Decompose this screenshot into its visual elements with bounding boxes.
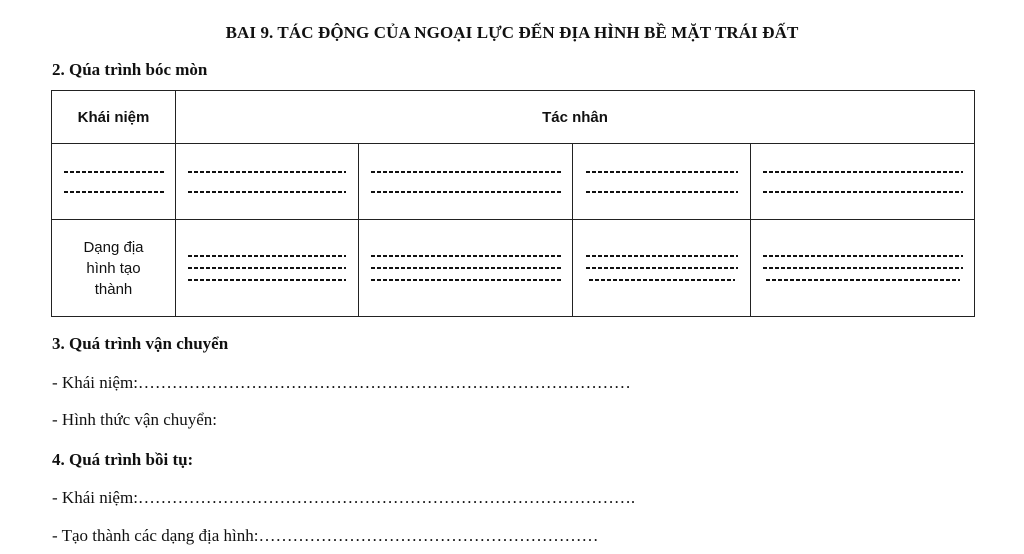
- landform-blank-cell-4[interactable]: [751, 220, 975, 317]
- landform-blank-cell-1[interactable]: [176, 220, 359, 317]
- landform-blank-cell-2[interactable]: [359, 220, 573, 317]
- fill-in-blank[interactable]: [64, 171, 164, 173]
- agent-blank-cell-2[interactable]: [359, 144, 573, 220]
- header-agents: Tác nhân: [176, 91, 975, 144]
- fill-in-blank[interactable]: [763, 267, 963, 269]
- fill-in-blank[interactable]: [586, 255, 738, 257]
- section-3-form-line: - Hình thức vận chuyển:: [52, 410, 218, 429]
- section-4-landform-line: - Tạo thành các dạng địa hình:……………………………………………………: [52, 526, 599, 545]
- row-label-landform: [52, 220, 176, 317]
- agent-blank-cell-3[interactable]: [573, 144, 751, 220]
- landform-blank-cell-3[interactable]: [573, 220, 751, 317]
- erosion-table: [51, 90, 975, 317]
- row-label-text: Dạng địa hình tạo thành: [83, 238, 144, 298]
- table-header-row: [52, 91, 975, 144]
- fill-in-blank[interactable]: [586, 191, 738, 193]
- fill-in-blank[interactable]: [188, 191, 346, 193]
- table-row-concept: [52, 144, 975, 220]
- fill-in-blank[interactable]: [589, 279, 735, 281]
- fill-in-blank[interactable]: [586, 267, 738, 269]
- fill-in-blank[interactable]: [763, 171, 963, 173]
- fill-in-blank[interactable]: [371, 255, 561, 257]
- fill-in-blank[interactable]: [371, 171, 561, 173]
- fill-in-blank[interactable]: [188, 255, 346, 257]
- fill-in-blank[interactable]: [188, 267, 346, 269]
- fill-in-blank[interactable]: [763, 255, 963, 257]
- fill-in-blank[interactable]: [586, 171, 738, 173]
- header-concept: Khái niệm: [52, 91, 176, 144]
- section-4-heading: 4. Quá trình bồi tụ:: [52, 450, 194, 469]
- agent-blank-cell-1[interactable]: [176, 144, 359, 220]
- fill-in-blank[interactable]: [188, 279, 346, 281]
- section-3-concept-line: - Khái niệm:……………………………………………………………………………: [52, 373, 631, 392]
- agent-blank-cell-4[interactable]: [751, 144, 975, 220]
- concept-blank-cell[interactable]: [52, 144, 176, 220]
- fill-in-blank[interactable]: [763, 191, 963, 193]
- table-row-landform: [52, 220, 975, 317]
- section-2-heading: 2. Qúa trình bóc mòn: [52, 60, 208, 79]
- fill-in-blank[interactable]: [188, 171, 346, 173]
- document-title: BAI 9. TÁC ĐỘNG CỦA NGOẠI LỰC ĐẾN ĐỊA HÌNH BỀ MẶT TRÁI ĐẤT: [225, 23, 799, 42]
- section-3-heading: 3. Quá trình vận chuyển: [52, 334, 229, 353]
- fill-in-blank[interactable]: [371, 191, 561, 193]
- fill-in-blank[interactable]: [371, 267, 561, 269]
- fill-in-blank[interactable]: [766, 279, 960, 281]
- fill-in-blank[interactable]: [64, 191, 164, 193]
- fill-in-blank[interactable]: [371, 279, 561, 281]
- section-4-concept-line: - Khái niệm:…………………………………………………………………………….: [52, 488, 636, 507]
